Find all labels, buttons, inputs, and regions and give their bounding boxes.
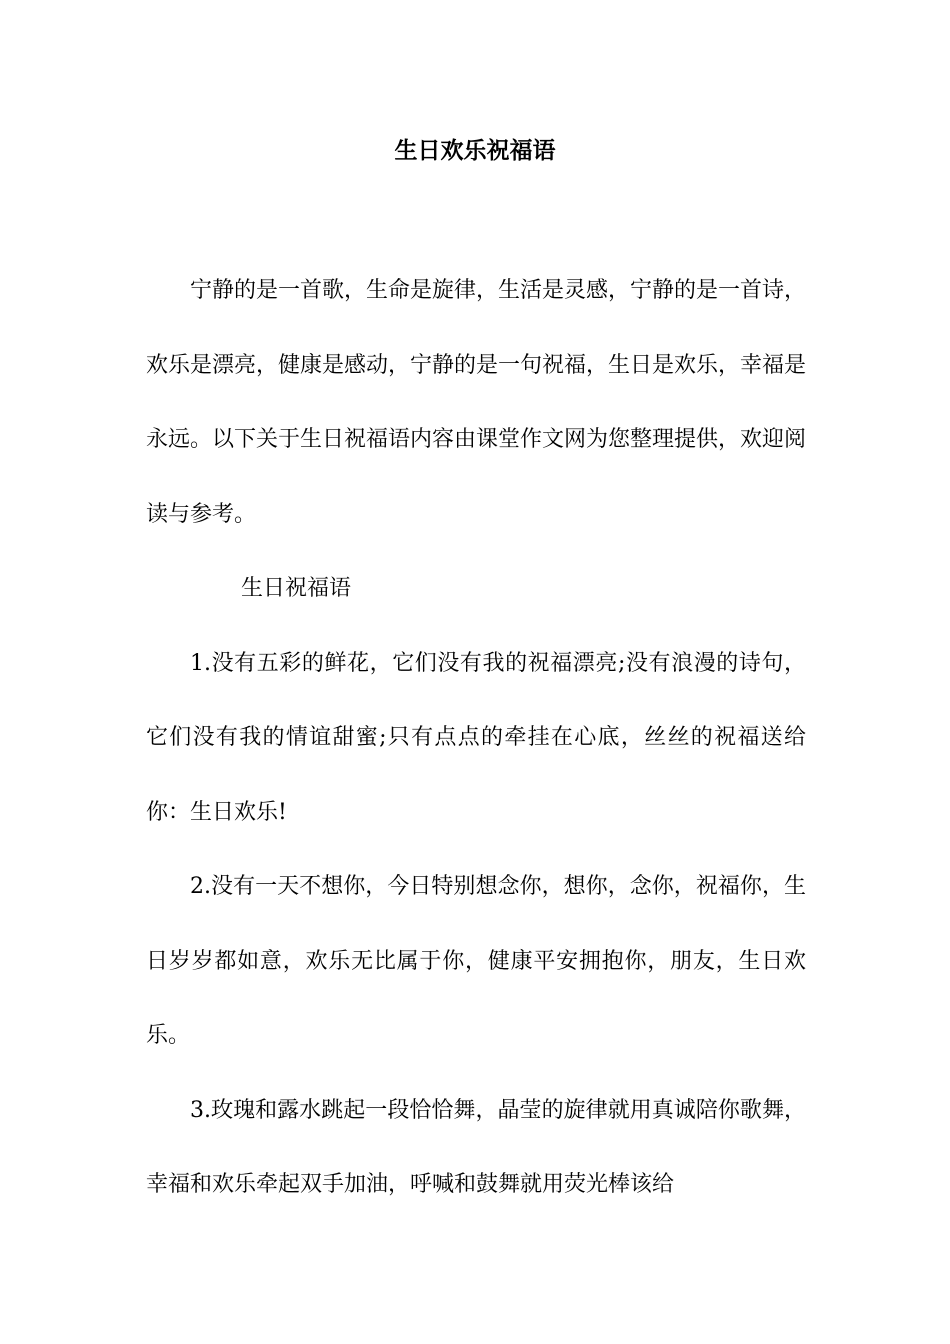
wish-item-3: 3.玫瑰和露水跳起一段恰恰舞，晶莹的旋律就用真诚陪你歌舞，幸福和欢乐牵起双手加油，呼喊和鼓舞就用荧光棒该给 <box>146 1097 806 1197</box>
document-body <box>146 254 806 1223</box>
intro-paragraph: 宁静的是一首歌，生命是旋律，生活是灵感，宁静的是一首诗，欢乐是漂亮，健康是感动，宁静的是一句祝福，生日是欢乐，幸福是永远。以下关于生日祝福语内容由课堂作文网为您整理提供，欢迎阅读与参考。 <box>146 278 807 527</box>
wish-item-1: 1.没有五彩的鲜花，它们没有我的祝福漂亮;没有浪漫的诗句，它们没有我的情谊甜蜜;只有点点的牵挂在心底，丝丝的祝福送给你：生日欢乐! <box>146 650 806 825</box>
wish-item-2: 2.没有一天不想你，今日特别想念你，想你，念你，祝福你，生日岁岁都如意，欢乐无比属于你，健康平安拥抱你，朋友，生日欢乐。 <box>146 874 806 1048</box>
document-title: 生日欢乐祝福语 <box>394 137 556 164</box>
section-heading: 生日祝福语 <box>241 576 352 601</box>
